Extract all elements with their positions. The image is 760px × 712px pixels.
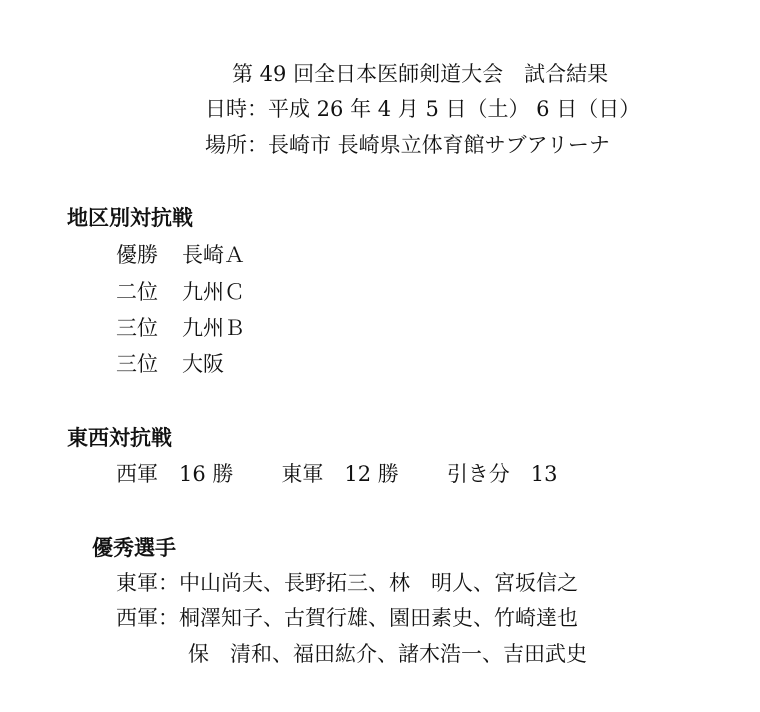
west-players-row-continued: 保 清和、福田紘介、諸木浩一、吉田武史 [188, 642, 587, 666]
regional-row [116, 241, 245, 269]
rank-label: 三位 [116, 316, 158, 340]
east-west-results [116, 460, 558, 488]
event-venue: 場所：長崎市 長崎県立体育館サブアリーナ [205, 133, 610, 157]
team-name: 長崎Ａ [182, 243, 245, 267]
rank-label: 三位 [116, 352, 158, 376]
east-player-names: 中山尚夫、長野拓三、林 明人、宮坂信之 [179, 571, 578, 595]
regional-heading: 地区別対抗戦 [67, 206, 193, 230]
west-label: 西軍： [116, 606, 179, 630]
west-player-names: 桐澤知子、古賀行雄、園田素史、竹崎達也 [179, 606, 578, 630]
east-players-row [116, 569, 578, 597]
east-result: 東軍 12 勝 [281, 462, 399, 486]
event-date: 日時：平成 26 年 4 月 5 日（土） 6 日（日） [205, 97, 641, 121]
east-label: 東軍： [116, 571, 179, 595]
rank-label: 二位 [116, 280, 158, 304]
draw-result: 引き分 13 [446, 462, 558, 486]
rank-label: 優勝 [116, 243, 158, 267]
team-name: 九州Ｃ [182, 280, 245, 304]
west-players-row [116, 604, 578, 632]
document-title: 第 49 回全日本医師剣道大会 試合結果 [232, 62, 609, 86]
team-name: 大阪 [182, 352, 224, 376]
west-result: 西軍 16 勝 [116, 462, 234, 486]
regional-row [116, 350, 224, 378]
team-name: 九州Ｂ [182, 316, 245, 340]
regional-row [116, 278, 245, 306]
regional-row [116, 314, 245, 342]
east-west-heading: 東西対抗戦 [67, 426, 172, 450]
outstanding-heading: 優秀選手 [92, 536, 176, 560]
